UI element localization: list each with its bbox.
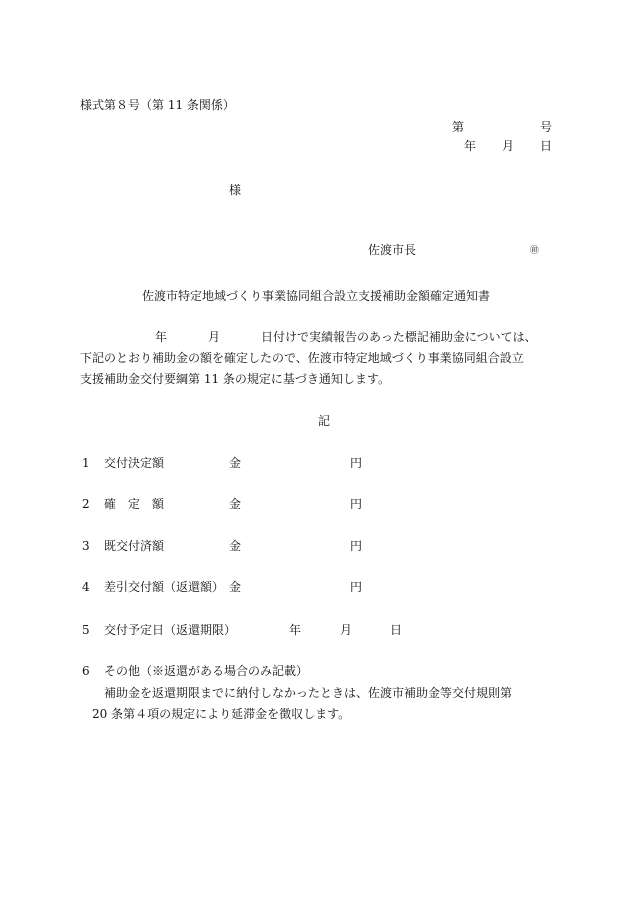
item-kin: 金 — [229, 497, 242, 511]
item-number: 5 — [82, 623, 90, 637]
other-notes-line-2: 20 条第４項の規定により延滞金を徴収します。 — [92, 707, 351, 721]
due-date-year: 年 — [289, 623, 302, 637]
document-number-suffix: 号 — [540, 120, 553, 134]
body-line-1: 日付けで実績報告のあった標記補助金については、 — [261, 330, 537, 344]
ki-heading: 記 — [318, 414, 331, 428]
document-number-prefix: 第 — [452, 120, 465, 134]
item-label: 既交付済額 — [104, 539, 165, 553]
item-number: 6 — [82, 664, 90, 678]
issue-date-year: 年 — [464, 139, 477, 153]
item-number: 1 — [82, 456, 90, 470]
item-yen: 円 — [350, 497, 363, 511]
item-number: 2 — [82, 497, 90, 511]
item-label: 確 定 額 — [104, 497, 165, 511]
item-label: 交付決定額 — [104, 456, 165, 470]
due-date-label: 交付予定日（返還期限） — [104, 623, 237, 637]
seal-mark: ㊞ — [530, 246, 540, 256]
item-yen: 円 — [350, 580, 363, 594]
body-line-2: 下記のとおり補助金の額を確定したので、佐渡市特定地域づくり事業協同組合設立 — [80, 351, 524, 365]
item-kin: 金 — [229, 539, 242, 553]
body-year-label: 年 — [155, 330, 168, 344]
item-number: 3 — [82, 539, 90, 553]
other-notes-label: その他（※返還がある場合のみ記載） — [104, 664, 309, 678]
item-kin: 金 — [229, 456, 242, 470]
issuer-name: 佐渡市長 — [368, 243, 417, 257]
body-line-3: 支援補助金交付要綱第 11 条の規定に基づき通知します。 — [80, 372, 390, 386]
due-date-month: 月 — [340, 623, 353, 637]
document-title: 佐渡市特定地域づくり事業協同組合設立支援補助金額確定通知書 — [141, 289, 491, 303]
body-month-label: 月 — [208, 330, 221, 344]
addressee-honorific: 様 — [229, 183, 242, 197]
item-yen: 円 — [350, 539, 363, 553]
item-yen: 円 — [350, 456, 363, 470]
item-label: 差引交付額（返還額） — [104, 580, 225, 594]
other-notes-line-1: 補助金を返還期限までに納付しなかったときは、佐渡市補助金等交付規則第 — [104, 686, 513, 700]
item-number: 4 — [82, 580, 90, 594]
issue-date-day: 日 — [540, 139, 553, 153]
item-kin: 金 — [229, 580, 242, 594]
form-number-label: 様式第８号（第 11 条関係） — [80, 98, 235, 112]
issue-date-month: 月 — [502, 139, 515, 153]
due-date-day: 日 — [390, 623, 403, 637]
